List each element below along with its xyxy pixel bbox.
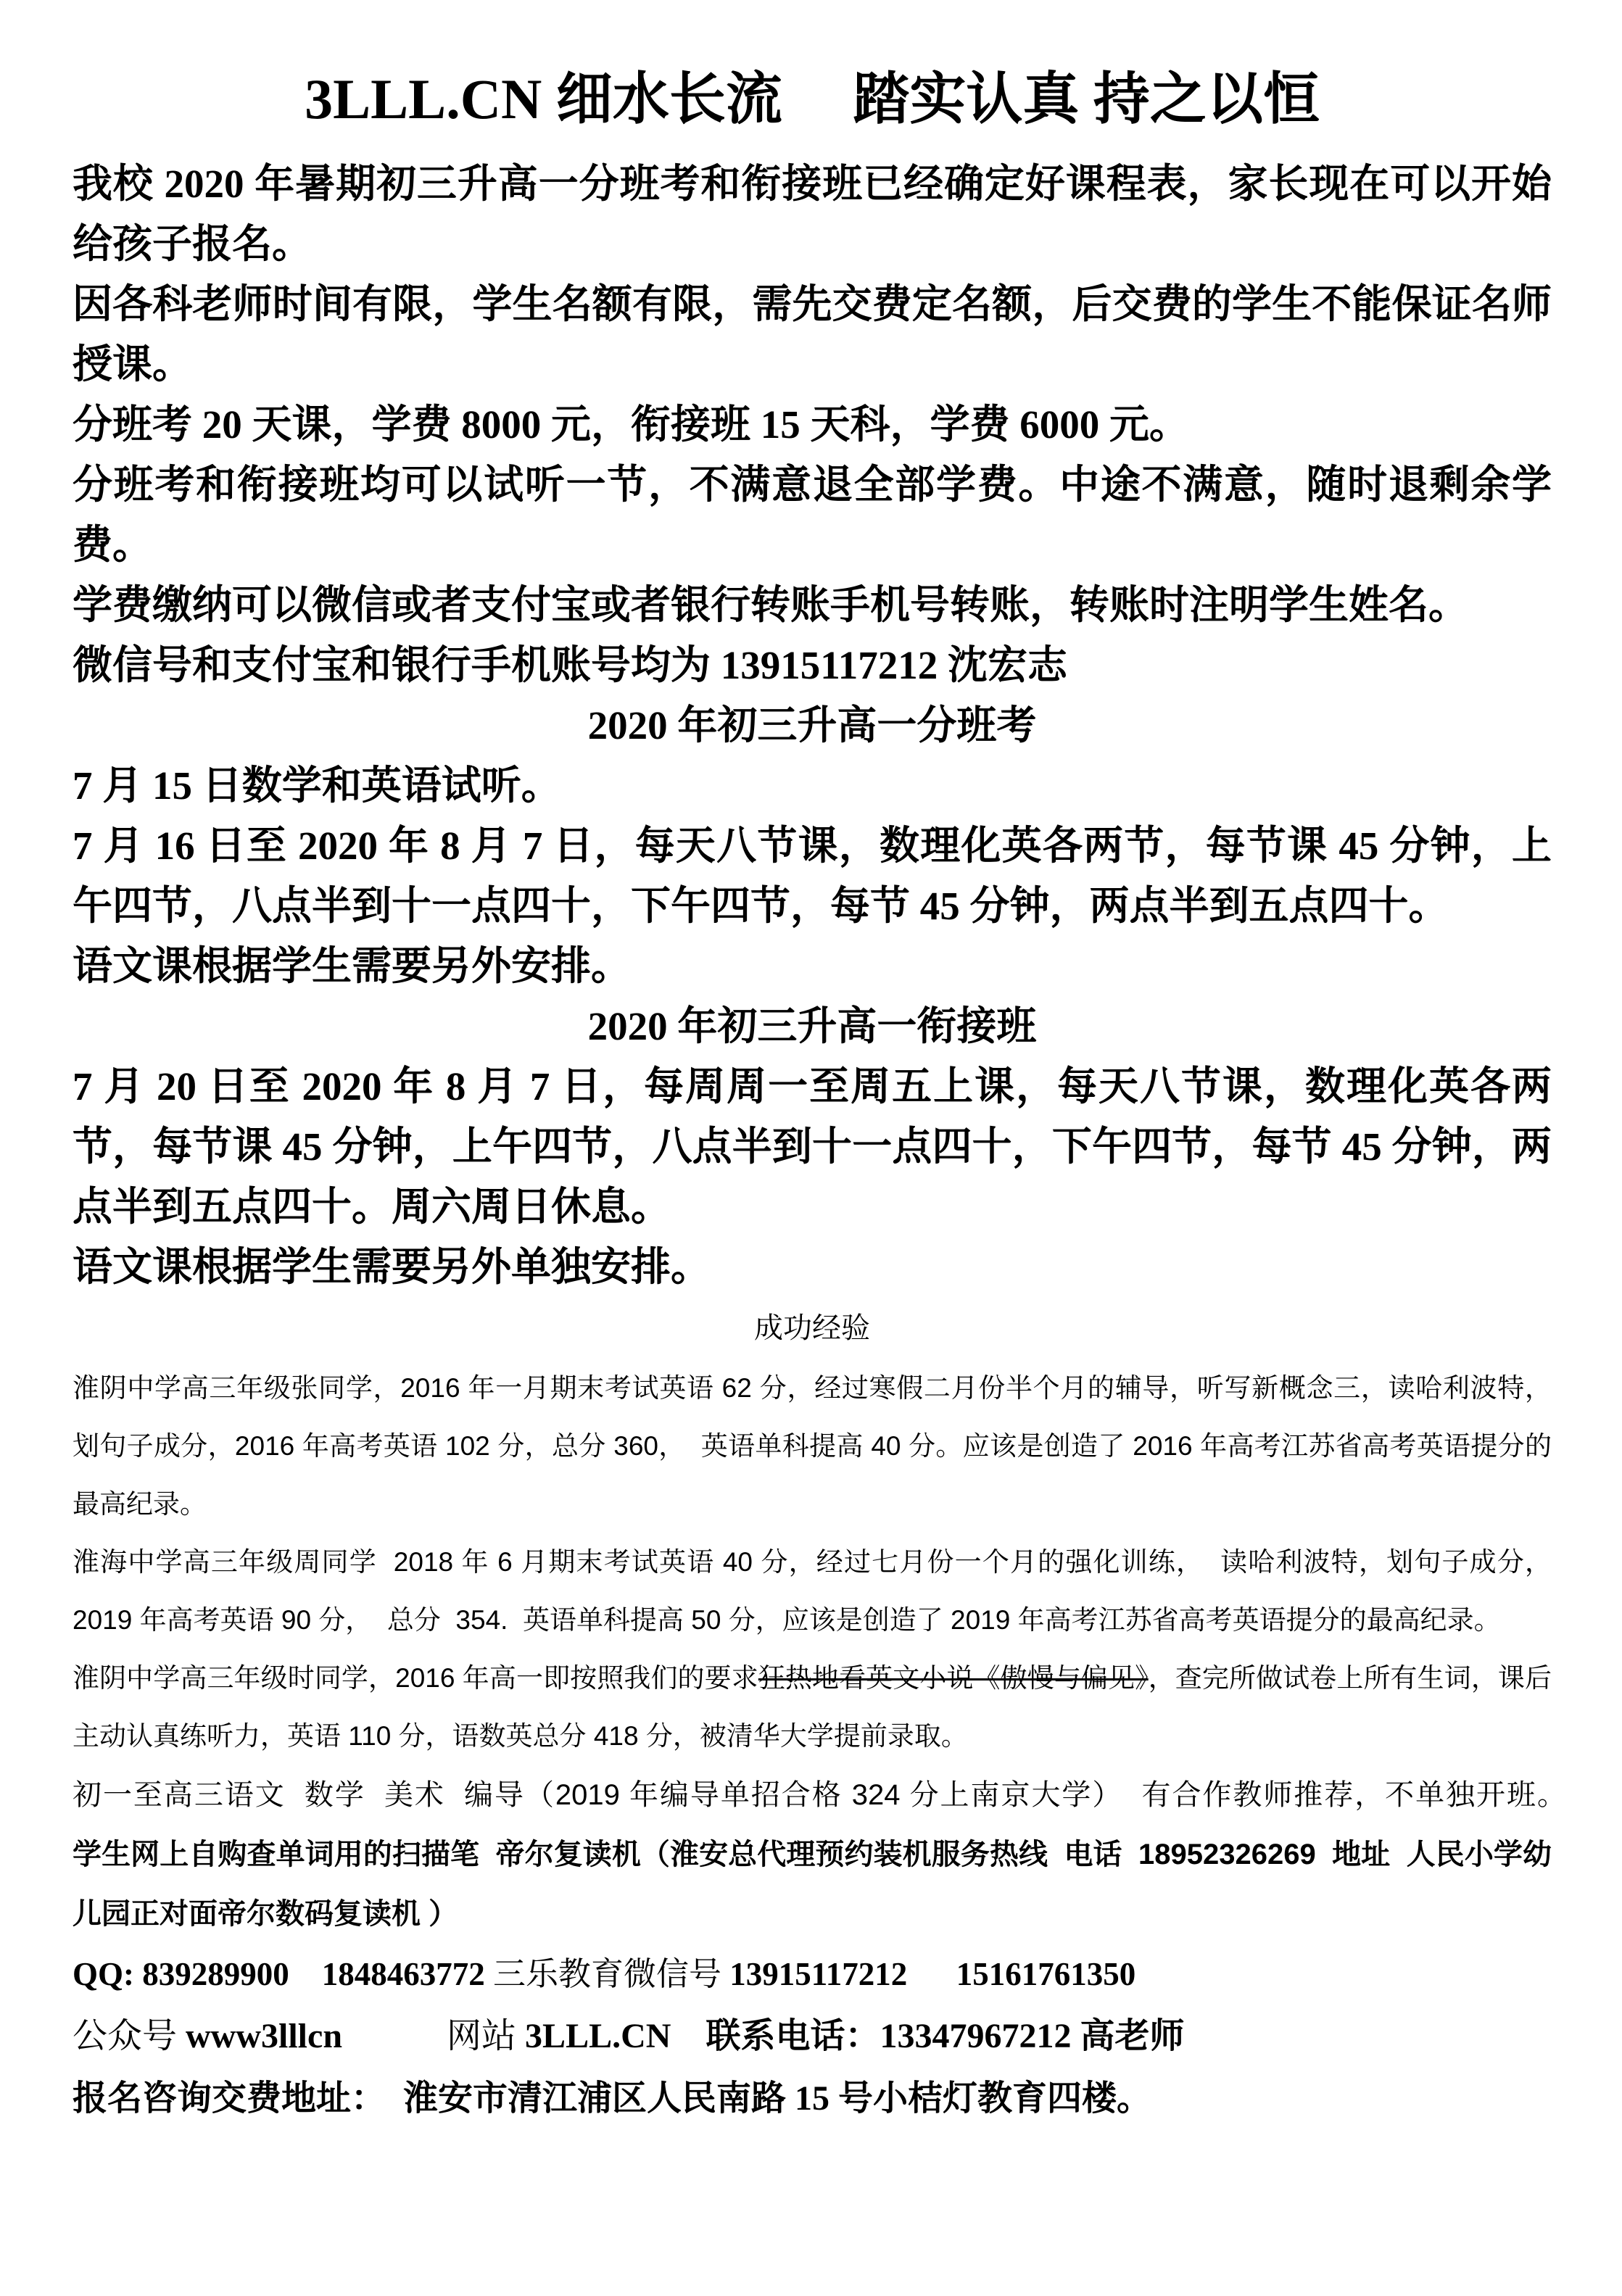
paragraph-refund-policy: 分班考和衔接班均可以试听一节，不满意退全部学费。中途不满意，随时退剩余学费。 <box>73 462 1552 567</box>
contact-line-qq-wechat <box>73 1944 1552 2005</box>
paragraph-tuition-fees: 分班考 20 天课，学费 8000 元，衔接班 15 天科，学费 6000 元。 <box>73 402 1190 447</box>
gap-spacer <box>368 2079 403 2118</box>
paragraph-chinese-arrangement: 语文课根据学生需要另外安排。 <box>73 943 632 988</box>
official-account-label: 公众号 <box>73 2016 186 2055</box>
wechat-numbers: 13915117212 15161761350 <box>729 1955 1136 1992</box>
gap-spacer <box>671 2017 706 2055</box>
paragraph-chinese-separate-arrangement: 语文课根据学生需要另外单独安排。 <box>73 1244 711 1289</box>
paragraph-bridge-schedule: 7 月 20 日至 2020 年 8 月 7 日，每周周一至周五上课，每天八节课，数理化英各两节，每节课 45 分钟，上午四节，八点半到十一点四十，下午四节，每节 45 分钟，两点半到五点四十。周六周日休息。 <box>73 1064 1552 1229</box>
paragraph-trial-lesson: 7 月 15 日数学和英语试听。 <box>73 763 561 808</box>
story-shi-student <box>73 1649 1552 1765</box>
heading-bridge-class: 2020 年初三升高一衔接班 <box>587 1003 1037 1048</box>
paragraph-payment-account: 微信号和支付宝和银行手机账号均为 13915117212 沈宏志 <box>73 642 1067 687</box>
phone-value: 13347967212 高老师 <box>880 2016 1185 2055</box>
story-shi-text-before: 淮阴中学高三年级时同学，2016 年高一即按照我们的要求 <box>73 1662 758 1693</box>
official-account-value: www3lllcn <box>186 2016 343 2055</box>
courses-regular-text: 初一至高三语文 数学 美术 编导（2019 年编导单招合格 324 分上南京大学） 有合作教师推荐，不单独开班。 <box>73 1778 1610 1811</box>
paragraph-payment-methods: 学费缴纳可以微信或者支付宝或者银行转账手机号转账，转账时注明学生姓名。 <box>73 582 1469 627</box>
heading-placement-exam: 2020 年初三升高一分班考 <box>587 703 1037 747</box>
qq-numbers: QQ: 839289900 1848463772 <box>73 1955 493 1992</box>
gap-spacer <box>342 2017 447 2055</box>
strikethrough-novel-text: 狂热地看英文小说《傲慢与偏见》 <box>758 1662 1149 1693</box>
website-label: 网站 <box>447 2016 526 2055</box>
heading-success-stories: 成功经验 <box>754 1311 870 1344</box>
paragraph-placement-schedule: 7 月 16 日至 2020 年 8 月 7 日，每天八节课，数理化英各两节，每节课 45 分钟，上午四节，八点半到十一点四十，下午四节，每节 45 分钟，两点半到五点四十。 <box>73 823 1552 928</box>
paragraph-enrollment-open: 我校 2020 年暑期初三升高一分班考和衔接班已经确定好课程表，家长现在可以开始给孩子报名。 <box>73 161 1552 266</box>
courses-bold-text: 学生网上自购查单词用的扫描笔 帝尔复读机（淮安总代理预约装机服务热线 电话 18952326269 地址 人民小学幼儿园正对面帝尔数码复读机 ） <box>73 1838 1552 1930</box>
story-zhang-student: 淮阴中学高三年级张同学，2016 年一月期末考试英语 62 分，经过寒假二月份半个月的辅导，听写新概念三，读哈利波特，划句子成分，2016 年高考英语 102 分，总分 360， 英语单科提高 40 分。应该是创造了 2016 年高考江苏省高考英语提分的最高纪录。 <box>73 1372 1552 1519</box>
wechat-label: 三乐教育微信号 <box>493 1955 730 1992</box>
address-label: 报名咨询交费地址： <box>73 2079 369 2118</box>
story-zhou-student: 淮海中学高三年级周同学 2018 年 6 月期末考试英语 40 分，经过七月份一个月的强化训练， 读哈利波特，划句子成分，2019 年高考英语 90 分， 总分 354. 英语单科提高 50 分，应该是创造了 2019 年高考江苏省高考英语提分的最高纪录。 <box>73 1546 1552 1635</box>
website-value: 3LLL.CN <box>525 2016 671 2055</box>
contact-line-website-phone <box>73 2005 1552 2068</box>
paragraph-limited-seats: 因各科老师时间有限，学生名额有限，需先交费定名额，后交费的学生不能保证名师授课。 <box>73 281 1552 386</box>
phone-label: 联系电话： <box>706 2016 880 2055</box>
contact-line-address <box>73 2068 1552 2130</box>
address-value: 淮安市清江浦区人民南路 15 号小桔灯教育四楼。 <box>403 2079 1152 2118</box>
page-title: 3LLL.CN 细水长流 踏实认真 持之以恒 <box>305 67 1320 130</box>
story-shi-text-after: ，查完所做试卷上所有生词，课后主动认真练听力，英语 110 分，语数英总分 418 分，被清华大学提前录取。 <box>73 1662 1552 1751</box>
paragraph-courses-and-scanner <box>73 1765 1610 1944</box>
